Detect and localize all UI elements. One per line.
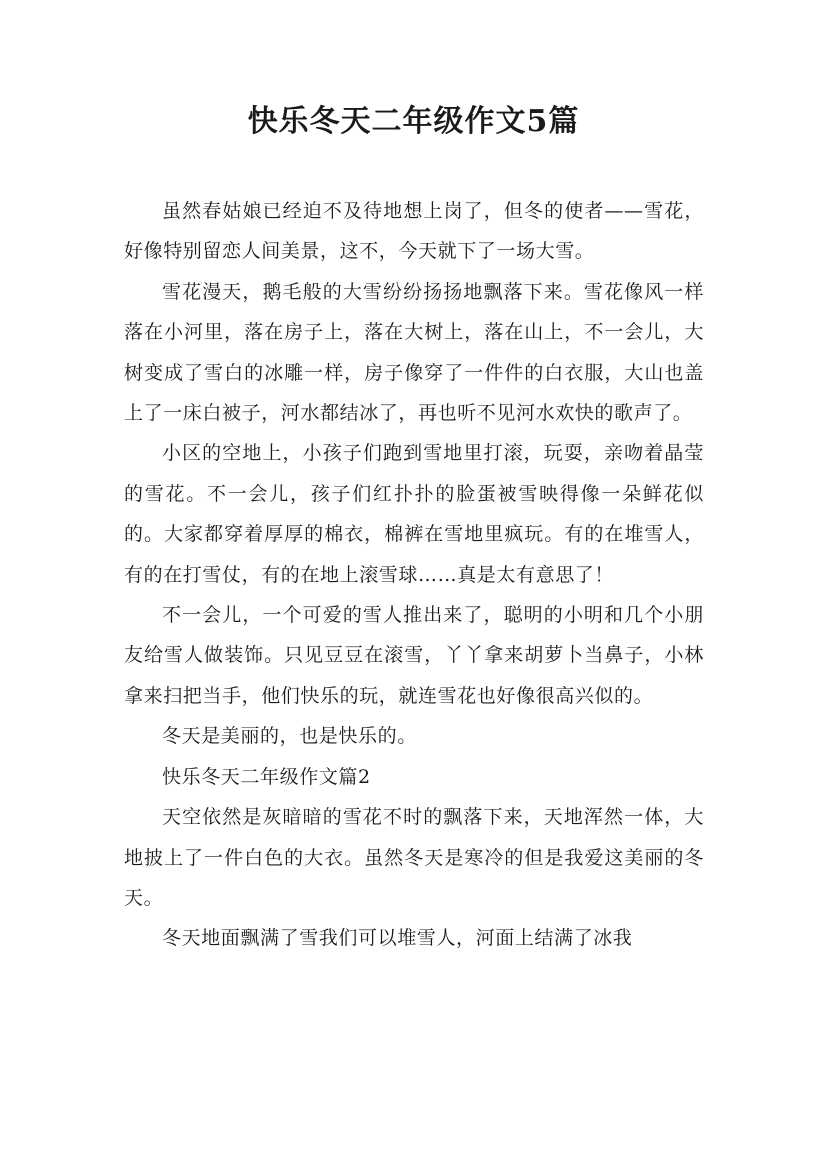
paragraph-7: 冬天地面飘满了雪我们可以堆雪人，河面上结满了冰我: [162, 927, 633, 950]
paragraph-3: 小区的空地上，小孩子们跑到雪地里打滚，玩耍，亲吻着晶莹的雪花。不一会儿，孩子们红扑扑的脸蛋被雪映得像一朵鲜花似的。大家都穿着厚厚的棉衣，棉裤在雪地里疯玩。有的在堆雪人，有的在打雪仗，有的在地上滚雪球……真是太有意思了！: [124, 442, 704, 586]
paragraph-4: 不一会儿，一个可爱的雪人推出来了，聪明的小明和几个小朋友给雪人做装饰。只见豆豆在滚雪，丫丫拿来胡萝卜当鼻子，小林拿来扫把当手，他们快乐的玩，就连雪花也好像很高兴似的。: [124, 604, 704, 707]
document-body: [124, 191, 704, 959]
paragraph-5: 冬天是美丽的，也是快乐的。: [162, 725, 417, 748]
section-heading-2: 快乐冬天二年级作文篇2: [162, 765, 371, 788]
paragraph-1: 虽然春姑娘已经迫不及待地想上岗了，但冬的使者——雪花，好像特别留恋人间美景，这不，今天就下了一场大雪。: [124, 200, 704, 263]
paragraph-6: 天空依然是灰暗暗的雪花不时的飘落下来，天地浑然一体，大地披上了一件白色的大衣。虽然冬天是寒冷的但是我爱这美丽的冬天。: [124, 806, 704, 909]
paragraph-2: 雪花漫天，鹅毛般的大雪纷纷扬扬地飘落下来。雪花像风一样落在小河里，落在房子上，落在大树上，落在山上，不一会儿，大树变成了雪白的冰雕一样，房子像穿了一件件的白衣服，大山也盖上了一床白被子，河水都结冰了，再也听不见河水欢快的歌声了。: [124, 280, 704, 425]
document-title: 快乐冬天二年级作文5篇: [247, 104, 580, 139]
